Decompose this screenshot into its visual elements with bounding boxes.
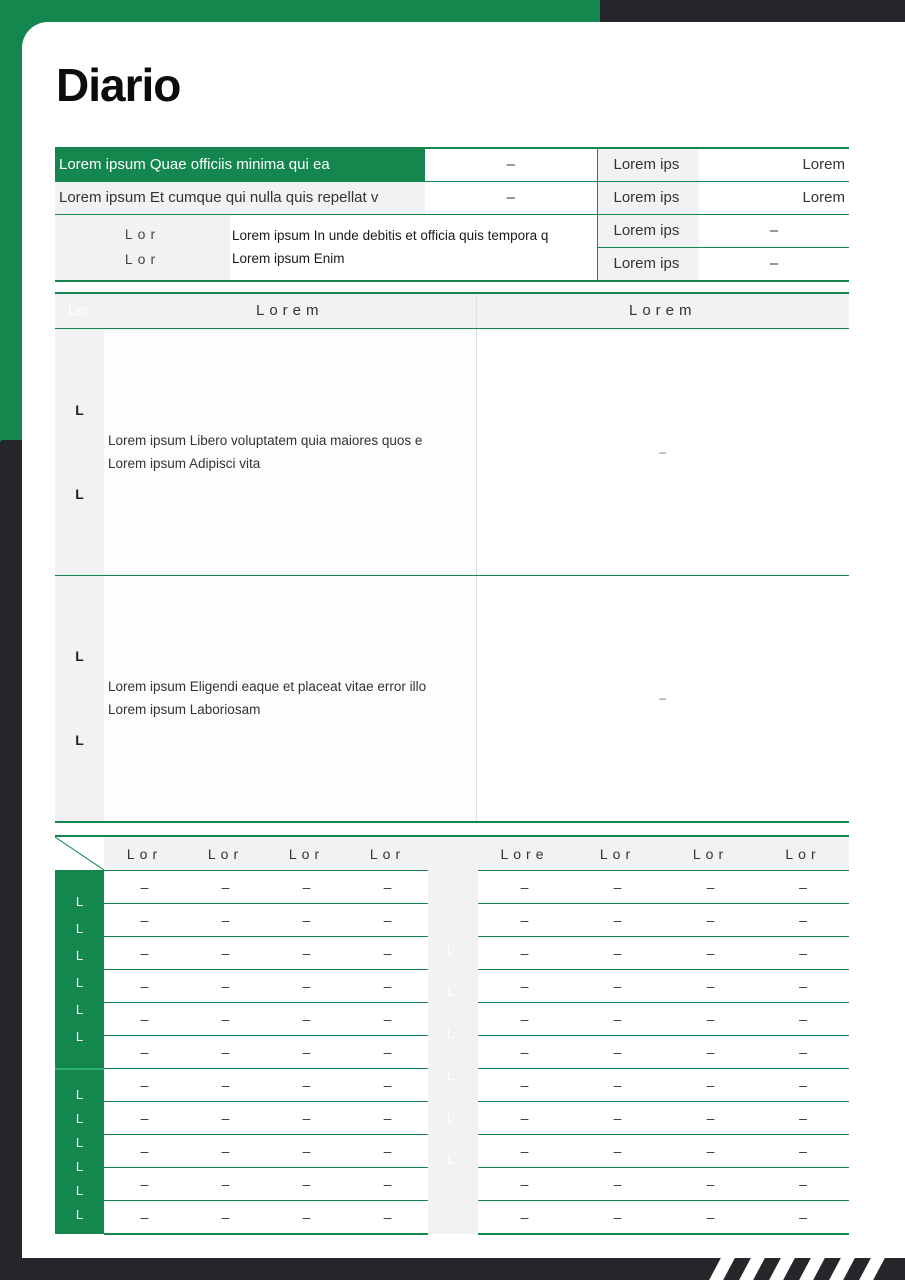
entry-value: – bbox=[476, 328, 849, 575]
row-label: L bbox=[75, 1086, 84, 1102]
grid-cell: – bbox=[571, 1003, 664, 1036]
grid-cell: – bbox=[571, 970, 664, 1003]
grid-cell: – bbox=[104, 970, 185, 1003]
grid-cell: – bbox=[104, 1003, 185, 1036]
grid-cell: – bbox=[347, 871, 428, 904]
info-label: Lorem ips bbox=[597, 181, 699, 214]
column-header: Lor bbox=[757, 836, 849, 871]
entry-text: Lorem ipsum Eligendi eaque et placeat vitae error illo bbox=[108, 679, 427, 695]
entry-text: Lorem ipsum Libero voluptatem quia maiores quos e bbox=[108, 432, 423, 448]
grid-cell: – bbox=[104, 1069, 185, 1102]
grid-cell: – bbox=[104, 1168, 185, 1201]
info-text: Lorem ipsum Et cumque qui nulla quis repellat v bbox=[55, 181, 425, 214]
info-value: – bbox=[425, 181, 597, 214]
grid-cell: – bbox=[571, 937, 664, 970]
grid-cell: – bbox=[571, 904, 664, 937]
grid-cell: – bbox=[185, 871, 266, 904]
column-header: Lorem bbox=[476, 293, 849, 328]
grid-cell: – bbox=[185, 1102, 266, 1135]
row-label: L bbox=[75, 1002, 84, 1018]
grid-cell: – bbox=[571, 871, 664, 904]
grid-cell: – bbox=[757, 1036, 849, 1069]
info-value: – bbox=[699, 214, 849, 247]
diagonal-header bbox=[55, 836, 104, 871]
grid-cell: – bbox=[104, 871, 185, 904]
row-label: L bbox=[75, 1134, 84, 1150]
info-row bbox=[55, 148, 849, 181]
grid-cell: – bbox=[347, 1003, 428, 1036]
grid-cell: – bbox=[478, 1168, 571, 1201]
grid-cell: – bbox=[664, 1069, 757, 1102]
grid-cell: – bbox=[757, 1168, 849, 1201]
grid-cell: – bbox=[185, 1168, 266, 1201]
grid-cell: – bbox=[757, 1069, 849, 1102]
grid-table bbox=[55, 835, 849, 1235]
column-header: Lor bbox=[571, 836, 664, 871]
grid-cell: – bbox=[571, 1102, 664, 1135]
green-corner bbox=[0, 420, 22, 442]
column-header: Lor bbox=[185, 836, 266, 871]
row-label: L bbox=[446, 1068, 460, 1084]
grid-cell: – bbox=[266, 1036, 347, 1069]
grid-cell: – bbox=[664, 937, 757, 970]
row-label: L bbox=[75, 1029, 84, 1045]
grid-cell: – bbox=[571, 1201, 664, 1234]
grid-cell: – bbox=[664, 871, 757, 904]
grid-cell: – bbox=[757, 937, 849, 970]
grid-cell: – bbox=[347, 937, 428, 970]
row-label: L bbox=[75, 894, 84, 910]
info-value: Lorem bbox=[699, 148, 849, 181]
row-label: L bbox=[75, 648, 84, 665]
entry-text: Lorem ipsum Adipisci vita bbox=[108, 455, 261, 471]
grid-cell: – bbox=[185, 970, 266, 1003]
grid-cell: – bbox=[478, 970, 571, 1003]
info-label: Lorem ips bbox=[597, 148, 699, 181]
column-header: Lor bbox=[104, 836, 185, 871]
grid-cell: – bbox=[266, 1102, 347, 1135]
row-label: L bbox=[446, 942, 460, 958]
table-header bbox=[55, 836, 849, 871]
column-header: Lore bbox=[478, 836, 571, 871]
grid-cell: – bbox=[478, 1036, 571, 1069]
page-title: Diario bbox=[56, 59, 181, 111]
entry-text: Lorem ipsum Laboriosam bbox=[108, 702, 261, 718]
grid-cell: – bbox=[664, 1135, 757, 1168]
grid-cell: – bbox=[266, 970, 347, 1003]
info-row bbox=[55, 214, 849, 247]
grid-cell: – bbox=[664, 1201, 757, 1234]
row-label: L bbox=[75, 1110, 84, 1126]
grid-cell: – bbox=[104, 1036, 185, 1069]
table-row bbox=[55, 328, 849, 575]
grid-cell: – bbox=[266, 1168, 347, 1201]
grid-cell: – bbox=[757, 1135, 849, 1168]
grid-cell: – bbox=[757, 970, 849, 1003]
grid-cell: – bbox=[185, 1069, 266, 1102]
grid-cell: – bbox=[478, 1201, 571, 1234]
grid-cell: – bbox=[664, 970, 757, 1003]
grid-cell: – bbox=[757, 904, 849, 937]
info-text: Lorem ipsum Enim bbox=[232, 250, 345, 266]
column-header: Lor bbox=[55, 293, 104, 328]
info-text: Lorem ipsum Quae officiis minima qui ea bbox=[55, 148, 425, 181]
row-label: L bbox=[75, 948, 84, 964]
column-header: Lor bbox=[664, 836, 757, 871]
grid-cell: – bbox=[104, 937, 185, 970]
grid-cell: – bbox=[104, 1201, 185, 1234]
row-label: L bbox=[75, 1158, 84, 1174]
grid-cell: – bbox=[185, 904, 266, 937]
grid-cell: – bbox=[347, 1135, 428, 1168]
grid-cell: – bbox=[757, 1003, 849, 1036]
grid-cell: – bbox=[478, 871, 571, 904]
green-side-band bbox=[0, 0, 22, 440]
row-label: L bbox=[75, 1206, 84, 1222]
entries-table bbox=[55, 292, 849, 823]
row-label: L bbox=[75, 921, 84, 937]
grid-cell: – bbox=[266, 1201, 347, 1234]
grid-cell: – bbox=[104, 904, 185, 937]
row-label: L bbox=[75, 1182, 84, 1198]
grid-cell: – bbox=[664, 1102, 757, 1135]
grid-cell: – bbox=[347, 1168, 428, 1201]
info-value: Lorem bbox=[699, 181, 849, 214]
grid-cell: – bbox=[664, 904, 757, 937]
grid-cell: – bbox=[571, 1135, 664, 1168]
info-label: Lor bbox=[124, 251, 161, 267]
grid-cell: – bbox=[478, 1102, 571, 1135]
grid-cell: – bbox=[664, 1003, 757, 1036]
grid-cell: – bbox=[185, 1003, 266, 1036]
decorative-stripes bbox=[705, 1258, 905, 1280]
grid-cell: – bbox=[664, 1036, 757, 1069]
row-label: L bbox=[446, 1152, 460, 1168]
column-header: Lor bbox=[347, 836, 428, 871]
column-header: Lorem bbox=[104, 293, 476, 328]
grid-cell: – bbox=[347, 970, 428, 1003]
row-label: L bbox=[75, 485, 84, 502]
grid-cell: – bbox=[104, 1135, 185, 1168]
grid-cell: – bbox=[347, 1102, 428, 1135]
info-row bbox=[55, 181, 849, 214]
row-label: L bbox=[446, 1026, 460, 1042]
grid-cell: – bbox=[347, 1201, 428, 1234]
grid-cell: – bbox=[104, 1102, 185, 1135]
row-label: L bbox=[75, 732, 84, 749]
info-label: Lorem ips bbox=[597, 214, 699, 247]
grid-cell: – bbox=[185, 1201, 266, 1234]
grid-cell: – bbox=[347, 904, 428, 937]
row-label: L bbox=[75, 975, 84, 991]
grid-cell: – bbox=[347, 1069, 428, 1102]
row-label: L bbox=[446, 1110, 460, 1126]
grid-cell: – bbox=[571, 1069, 664, 1102]
entry-value: – bbox=[476, 575, 849, 822]
grid-cell: – bbox=[185, 1135, 266, 1168]
grid-cell: – bbox=[266, 1135, 347, 1168]
grid-cell: – bbox=[478, 904, 571, 937]
grid-cell: – bbox=[478, 1069, 571, 1102]
grid-cell: – bbox=[757, 1102, 849, 1135]
table-header bbox=[55, 293, 849, 328]
grid-cell: – bbox=[571, 1168, 664, 1201]
info-label: Lor bbox=[124, 226, 161, 242]
info-text: Lorem ipsum In unde debitis et officia quis tempora q bbox=[232, 227, 549, 243]
grid-cell: – bbox=[478, 1135, 571, 1168]
grid-cell: – bbox=[185, 937, 266, 970]
grid-cell: – bbox=[266, 904, 347, 937]
info-table bbox=[55, 147, 849, 282]
grid-cell: – bbox=[478, 1003, 571, 1036]
grid-cell: – bbox=[185, 1036, 266, 1069]
info-value: – bbox=[425, 148, 597, 181]
info-label: Lorem ips bbox=[597, 247, 699, 280]
grid-cell: – bbox=[347, 1036, 428, 1069]
grid-cell: – bbox=[266, 1069, 347, 1102]
grid-cell: – bbox=[478, 937, 571, 970]
row-label: L bbox=[446, 984, 460, 1000]
column-header: Lor bbox=[266, 836, 347, 871]
grid-cell: – bbox=[757, 1201, 849, 1234]
grid-cell: – bbox=[571, 1036, 664, 1069]
grid-cell: – bbox=[266, 871, 347, 904]
grid-cell: – bbox=[664, 1168, 757, 1201]
grid-cell: – bbox=[266, 1003, 347, 1036]
table-row bbox=[55, 575, 849, 822]
info-value: – bbox=[699, 247, 849, 280]
grid-cell: – bbox=[757, 871, 849, 904]
grid-cell: – bbox=[266, 937, 347, 970]
row-label: L bbox=[75, 401, 84, 418]
